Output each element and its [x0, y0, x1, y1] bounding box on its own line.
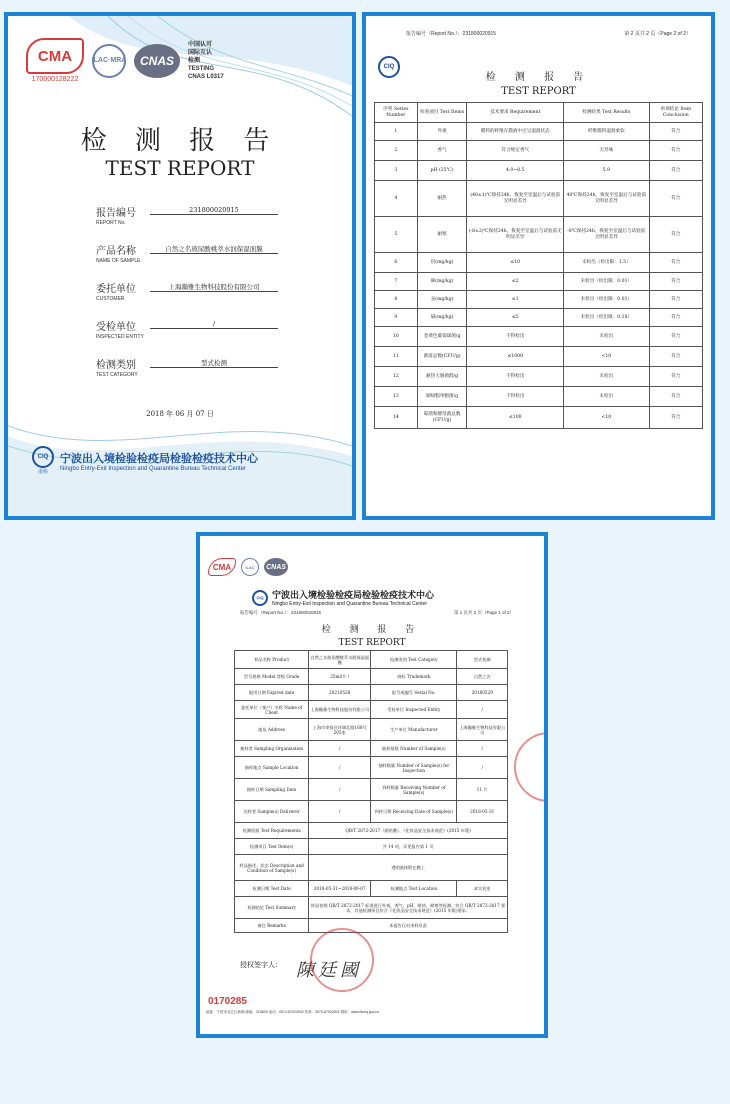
official-stamp [310, 928, 374, 992]
table-cell: 未检出 [564, 367, 650, 387]
table-row [375, 141, 703, 161]
table-cell: <10 [564, 407, 650, 429]
summary-page [200, 536, 544, 1034]
results-column-header: 检查项目 Test Items [417, 103, 467, 123]
table-cell: 检测项目 Test Item(s) [235, 839, 309, 855]
field-sample-name: 产品名称 NAME OF SAMPLE 自然之名玻尿酸桃萃水润保湿面膜 [96, 242, 286, 264]
table-cell: 符合 [649, 347, 702, 367]
table-cell: 样品按照 QB/T 2872-2017 标准进行外观、香气、pH、耐热、耐寒等检测，符合 QB/T 2872-2017 要求，其他检测项目符合《化妆品安全技术规范》(2015 年版)要求。 [309, 897, 508, 919]
cover-date: 2018 年 06 月 07 日 [146, 410, 214, 418]
table-cell: 未检出（检出限：0.01） [564, 273, 650, 291]
table-cell: 符合 [649, 387, 702, 407]
table-row [375, 347, 703, 367]
table-cell: 生产单位 Manufacturer [371, 719, 457, 741]
cma-logo: CMA [26, 38, 84, 74]
table-cell: 抽样基数 Number of Sample(s) [371, 741, 457, 757]
edge-stamp [514, 732, 544, 802]
cover-title-en: TEST REPORT [105, 156, 255, 180]
table-cell: 耐寒 [417, 217, 467, 253]
table-cell: 受检单位 Inspected Entity [371, 701, 457, 719]
table-cell: 4 [375, 181, 418, 217]
table-cell: 霉菌和酵母菌总数(CFU/g) [417, 407, 467, 429]
table-cell: 符合 [649, 407, 702, 429]
table-cell: 耐热 [417, 181, 467, 217]
table-row [235, 651, 508, 669]
summary-title-cn: 检 测 报 告 [321, 625, 423, 635]
table-cell: / [309, 741, 371, 757]
table-cell: ≤1 [467, 291, 564, 309]
table-cell: 自然之名 [457, 669, 508, 685]
table-row [235, 669, 508, 685]
table-row [375, 407, 703, 429]
results-column-header: 检测结果 Test Results [564, 103, 650, 123]
summary-page-number: 第 1 页共 2 页（Page 1 of 2） [453, 610, 514, 615]
table-cell: 2 [375, 141, 418, 161]
results-table-header [375, 103, 703, 123]
ciq-badge-icon: CIQ [252, 590, 268, 606]
table-row [235, 823, 508, 839]
table-cell: 10 [375, 327, 418, 347]
table-cell: 备注 Remarks [235, 919, 309, 933]
summary-report-no: 报告编号（Report No.）：231800020915 [240, 610, 322, 615]
table-row [375, 291, 703, 309]
table-cell: 13 [375, 387, 418, 407]
table-cell: 5 [375, 217, 418, 253]
table-cell: 未检出（检出限：0.01） [564, 291, 650, 309]
results-column-header: 单项结论 Item Conclusion [649, 103, 702, 123]
table-cell: 11 [375, 347, 418, 367]
table-cell: / [309, 757, 371, 779]
table-cell: 符合 [649, 253, 702, 273]
results-page-panel [362, 12, 715, 520]
table-cell: pH (25℃) [417, 161, 467, 181]
table-row [235, 741, 508, 757]
table-cell: 未检出 [564, 387, 650, 407]
table-row [235, 757, 508, 779]
table-cell: 样品描述、状态 Description and Condition of Sample(s) [235, 855, 309, 881]
table-cell: 2018-05-31 [457, 801, 508, 823]
table-cell: 上海瀚雅生物科技股份有限公司 [309, 701, 371, 719]
table-row [375, 309, 703, 327]
table-cell: / [457, 757, 508, 779]
cover-organization: CIQ 甬检 宁波出入境检验检疫局检验检疫技术中心 Ningbo Entry-Exit Inspection and Quarantine Bureau Technical Center [32, 446, 258, 475]
table-row [235, 801, 508, 823]
table-row [375, 273, 703, 291]
table-cell: 耐热大肠菌群/g [417, 367, 467, 387]
signature: 陳廷國 [296, 960, 362, 981]
table-cell: 20180529 [457, 685, 508, 701]
table-cell: 共 14 项，详见报告第 1 页 [309, 839, 508, 855]
summary-table [234, 650, 508, 933]
table-cell: 到样数量 Receiving Number of Sample(s) [371, 779, 457, 801]
table-cell: 限用日期 Expired date [235, 685, 309, 701]
ciq-badge-icon: CIQ [32, 446, 54, 468]
table-cell: 未检出（检出限：0.18） [564, 309, 650, 327]
table-cell: 无异味 [564, 141, 650, 161]
table-row [235, 685, 508, 701]
cnas-text: 中国认可 国际互认 检测 TESTING CNAS L0317 [188, 41, 224, 80]
ilac-mra-logo: ILAC·MRA [92, 44, 126, 78]
cma-number: 170000128222 [31, 76, 79, 83]
table-cell: 14 [375, 407, 418, 429]
table-cell: 未检出 [564, 327, 650, 347]
table-cell: ≤2 [467, 273, 564, 291]
table-cell: 符合 [649, 273, 702, 291]
cma-logo: CMA [208, 558, 236, 576]
table-cell: 上海市奉贤区环城北路168号205室 [309, 719, 371, 741]
table-row [375, 217, 703, 253]
ilac-mra-logo: ILAC [241, 558, 259, 576]
results-page-number: 第 2 页共 2 页（Page 2 of 2） [624, 31, 691, 37]
table-cell: 透明液体附在膜上 [309, 855, 508, 881]
cnas-logo: CNAS [134, 44, 180, 78]
table-cell: 到样日期 Receiving Date of Sample(s) [371, 801, 457, 823]
table-cell: / [309, 801, 371, 823]
table-cell: 2018-05-31~2018-06-07 [309, 881, 371, 897]
table-cell: 6 [375, 253, 418, 273]
table-cell: / [457, 701, 508, 719]
table-cell: ≤1000 [467, 347, 564, 367]
table-cell: 商标 Trademark [371, 669, 457, 685]
summary-footer: 地址：宁波市北仑区新碶 邮编：315800 电话：0574-87022502 传真：0574-87022502 网址：www.nbciq.gov.cn [206, 1010, 379, 1014]
table-row [235, 701, 508, 719]
table-cell: 抽样日期 Sampling Date [235, 779, 309, 801]
table-cell: 符合 [649, 291, 702, 309]
table-row [375, 387, 703, 407]
table-cell: 4.0~8.5 [467, 161, 564, 181]
table-cell: ≤10 [467, 253, 564, 273]
table-cell: 抽样数量 Number of Sample(s) for Inspection [371, 757, 457, 779]
table-cell: 1 [375, 123, 418, 141]
table-cell: (40±1)℃保持24h，恢复至室温后与试验前无明显差异 [467, 181, 564, 217]
table-cell: / [457, 741, 508, 757]
table-cell: ≤5 [467, 309, 564, 327]
table-row [375, 123, 703, 141]
table-cell: 样品名称 Product [235, 651, 309, 669]
table-cell: 符合规定香气 [467, 141, 564, 161]
table-cell: 金黄色葡萄球菌/g [417, 327, 467, 347]
summary-title-en: TEST REPORT [338, 638, 406, 648]
table-cell: 检测日期 Test Date [235, 881, 309, 897]
table-cell: 符合 [649, 161, 702, 181]
table-cell: 检测结论 Test Summary [235, 897, 309, 919]
table-cell: 符合 [649, 217, 702, 253]
stamp-number: 0170285 [208, 996, 247, 1007]
table-row [235, 897, 508, 919]
table-cell: 不得检出 [467, 367, 564, 387]
table-row [375, 181, 703, 217]
table-cell: 铜绿假单胞菌/g [417, 387, 467, 407]
table-cell: 9 [375, 309, 418, 327]
summary-logos [208, 558, 288, 576]
table-cell: QB/T 2872-2017（面贴膜）、《化妆品安全技术规范》(2015 年版) [309, 823, 508, 839]
table-row [235, 779, 508, 801]
table-cell: 25ml/片 / [309, 669, 371, 685]
table-cell: 抽样者 Sampling Organization [235, 741, 309, 757]
table-cell: 8 [375, 291, 418, 309]
table-cell: 型式检测 [457, 651, 508, 669]
table-cell: 膜料的纤维在膜液中应呈湿润状态 [467, 123, 564, 141]
field-inspected-entity: 受检单位 INSPECTED ENTITY / [96, 318, 286, 340]
table-cell: 本实验室 [457, 881, 508, 897]
cover-page [8, 16, 352, 516]
results-page [366, 16, 711, 516]
table-cell: 镉(mg/kg) [417, 309, 467, 327]
table-row [375, 161, 703, 181]
table-cell: 地址 Address [235, 719, 309, 741]
table-cell: 上海瀚雅生物科技有限公司 [457, 719, 508, 741]
results-report-no: 报告编号（Report No.）：231800020915 [406, 31, 497, 37]
table-cell: 纤维膜料湿润柔软 [564, 123, 650, 141]
table-row [235, 855, 508, 881]
table-row [235, 719, 508, 741]
authorized-signer-label: 授权签字人： [240, 961, 282, 969]
table-cell: 符合 [649, 181, 702, 217]
table-cell: -8℃保持24h，恢复至室温后与试验前无明显差异 [564, 217, 650, 253]
table-cell: 40℃保持24h，恢复至室温后与试验前无明显差异 [564, 181, 650, 217]
table-cell: ≤100 [467, 407, 564, 429]
table-cell: 7 [375, 273, 418, 291]
results-table [374, 102, 703, 429]
table-cell: 汞(mg/kg) [417, 291, 467, 309]
field-test-category: 检测类别 TEST CATEGORY 型式检测 [96, 356, 286, 378]
table-cell: 自然之名玻尿酸桃萃水润保湿面膜 [309, 651, 371, 669]
results-column-header: 序列 Series Number [375, 103, 418, 123]
results-column-header: 技术要求 Requirement [467, 103, 564, 123]
table-cell: 检测依据 Test Requirements [235, 823, 309, 839]
table-cell: 检测类别 Test Category [371, 651, 457, 669]
table-row [235, 839, 508, 855]
table-cell: 12 [375, 367, 418, 387]
table-cell: 20210528 [309, 685, 371, 701]
table-cell: 符合 [649, 309, 702, 327]
table-row [375, 253, 703, 273]
ciq-badge-icon: CIQ [378, 56, 400, 78]
table-cell: 未检出（检出限：1.5） [564, 253, 650, 273]
results-title-en: TEST REPORT [501, 86, 576, 97]
table-cell: 符合 [649, 367, 702, 387]
table-row [235, 881, 508, 897]
cnas-logo: CNAS [264, 558, 288, 576]
table-cell: 送样者 Sample(s) Deliverer [235, 801, 309, 823]
table-cell: <10 [564, 347, 650, 367]
table-cell: 批号或编号 Serial No. [371, 685, 457, 701]
table-cell: 抽样地点 Sample Location [235, 757, 309, 779]
field-customer: 委托单位 CUSTOMER 上海瀚雅生物科技股份有限公司 [96, 280, 286, 302]
summary-organization: CIQ 宁波出入境检验检疫局检验检疫技术中心 Ningbo Entry-Exit Inspection and Quarantine Bureau Technical Center [252, 588, 434, 607]
table-cell: 检测地点 Test Location [371, 881, 457, 897]
cover-page-panel [4, 12, 356, 520]
table-cell: 香气 [417, 141, 467, 161]
cover-title-cn: 检 测 报 告 [80, 126, 280, 156]
table-row [375, 367, 703, 387]
table-cell: 11 片 [457, 779, 508, 801]
table-cell: 型号规格 Model 等级 Grade [235, 669, 309, 685]
table-cell: 菌落总数(CFU/g) [417, 347, 467, 367]
table-cell: 符合 [649, 141, 702, 161]
table-cell: 本报告仅对来样负责 [309, 919, 508, 933]
field-report-no: 报告编号 REPORT No. 231800020915 [96, 204, 286, 226]
table-cell: (-8±2)℃保持24h，恢复至室温后与试验前无明显差异 [467, 217, 564, 253]
table-cell: 3 [375, 161, 418, 181]
table-cell: 5.9 [564, 161, 650, 181]
table-cell: 砷(mg/kg) [417, 273, 467, 291]
table-cell: 不得检出 [467, 327, 564, 347]
summary-page-panel [196, 532, 548, 1038]
table-cell: / [309, 779, 371, 801]
table-cell: 外观 [417, 123, 467, 141]
table-cell: 不得检出 [467, 387, 564, 407]
table-cell: 铅(mg/kg) [417, 253, 467, 273]
table-cell: 符合 [649, 123, 702, 141]
table-row [375, 327, 703, 347]
results-title-cn: 检 测 报 告 [485, 72, 592, 83]
table-row [235, 919, 508, 933]
table-cell: 委托单位（客户）名称 Name of Client [235, 701, 309, 719]
table-cell: 符合 [649, 327, 702, 347]
